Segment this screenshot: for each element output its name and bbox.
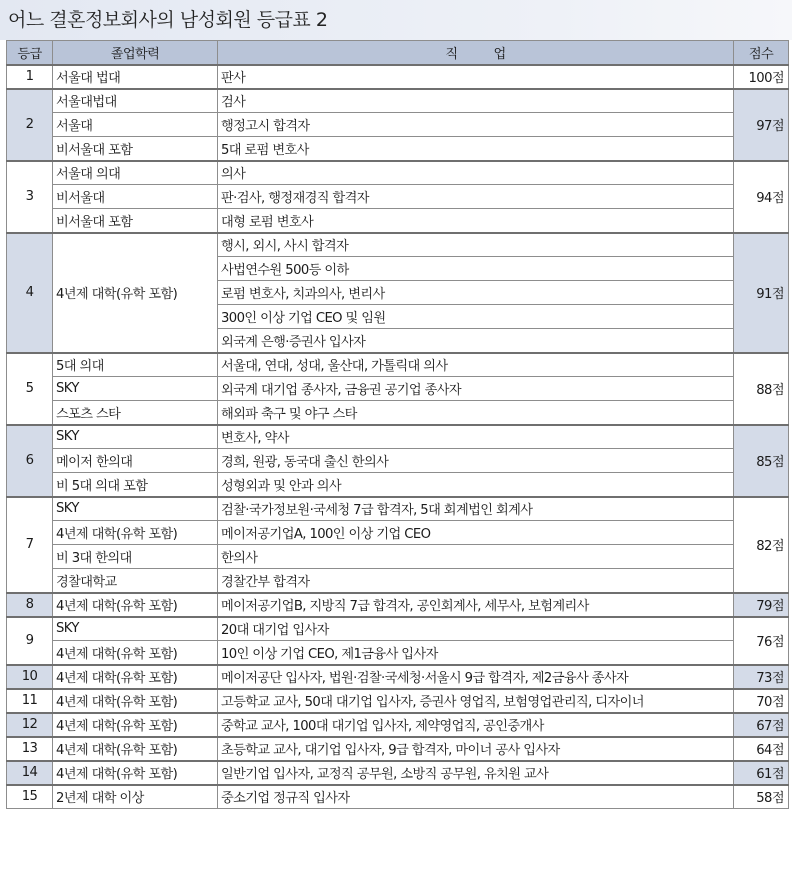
job-cell: 고등학교 교사, 50대 대기업 입사자, 증권사 영업직, 보험영업관리직, 디자이너 <box>218 689 734 713</box>
education-cell: 4년제 대학(유학 포함) <box>53 665 218 689</box>
table-row <box>7 641 789 665</box>
education-cell: SKY <box>53 425 218 449</box>
education-cell: 비 5대 의대 포함 <box>53 473 218 497</box>
education-cell: 4년제 대학(유학 포함) <box>53 689 218 713</box>
grade-cell: 11 <box>7 689 53 713</box>
header-education: 졸업학력 <box>53 41 218 65</box>
table-row <box>7 425 789 449</box>
job-cell: 메이저공단 입사자, 법원·검찰·국세청·서울시 9급 합격자, 제2금융사 종사자 <box>218 665 734 689</box>
header-grade: 등급 <box>7 41 53 65</box>
table-row <box>7 521 789 545</box>
education-cell: 4년제 대학(유학 포함) <box>53 593 218 617</box>
job-cell: 10인 이상 기업 CEO, 제1금융사 입사자 <box>218 641 734 665</box>
education-cell: 2년제 대학 이상 <box>53 785 218 809</box>
education-cell: 4년제 대학(유학 포함) <box>53 641 218 665</box>
grade-table <box>6 40 789 809</box>
table-row <box>7 689 789 713</box>
job-cell: 메이저공기업A, 100인 이상 기업 CEO <box>218 521 734 545</box>
education-cell: SKY <box>53 497 218 521</box>
job-cell: 행정고시 합격자 <box>218 113 734 137</box>
grade-cell: 10 <box>7 665 53 689</box>
job-cell: 메이저공기업B, 지방직 7급 합격자, 공인회계사, 세무사, 보험계리사 <box>218 593 734 617</box>
table-row <box>7 665 789 689</box>
table-row <box>7 353 789 377</box>
job-cell: 판사 <box>218 65 734 89</box>
grade-cell: 6 <box>7 425 53 497</box>
grade-cell: 9 <box>7 617 53 665</box>
grade-cell: 4 <box>7 233 53 353</box>
table-body <box>7 65 789 809</box>
job-cell: 경찰간부 합격자 <box>218 569 734 593</box>
job-cell: 검찰·국가정보원·국세청 7급 합격자, 5대 회계법인 회계사 <box>218 497 734 521</box>
table-row <box>7 137 789 161</box>
education-cell: 서울대 법대 <box>53 65 218 89</box>
job-cell: 일반기업 입사자, 교정직 공무원, 소방직 공무원, 유치원 교사 <box>218 761 734 785</box>
education-cell: 서울대 <box>53 113 218 137</box>
table-row <box>7 161 789 185</box>
job-cell: 중학교 교사, 100대 대기업 입사자, 제약영업직, 공인중개사 <box>218 713 734 737</box>
table-row <box>7 377 789 401</box>
header-job: 직 업 <box>218 41 734 65</box>
job-cell: 경희, 원광, 동국대 출신 한의사 <box>218 449 734 473</box>
grade-cell: 8 <box>7 593 53 617</box>
job-cell: 외국계 은행·증권사 입사자 <box>218 329 734 353</box>
score-cell: 76점 <box>734 617 789 665</box>
education-cell: 4년제 대학(유학 포함) <box>53 761 218 785</box>
table-row <box>7 473 789 497</box>
job-cell: 대형 로펌 변호사 <box>218 209 734 233</box>
job-cell: 외국계 대기업 종사자, 금융권 공기업 종사자 <box>218 377 734 401</box>
job-cell: 20대 대기업 입사자 <box>218 617 734 641</box>
education-cell: 비서울대 포함 <box>53 209 218 233</box>
table-row <box>7 401 789 425</box>
job-cell: 변호사, 약사 <box>218 425 734 449</box>
grade-cell: 1 <box>7 65 53 89</box>
job-cell: 검사 <box>218 89 734 113</box>
job-cell: 300인 이상 기업 CEO 및 임원 <box>218 305 734 329</box>
job-cell: 행시, 외시, 사시 합격자 <box>218 233 734 257</box>
score-cell: 88점 <box>734 353 789 425</box>
job-cell: 로펌 변호사, 치과의사, 변리사 <box>218 281 734 305</box>
education-cell: 4년제 대학(유학 포함) <box>53 233 218 353</box>
education-cell: 비서울대 포함 <box>53 137 218 161</box>
score-cell: 100점 <box>734 65 789 89</box>
education-cell: 4년제 대학(유학 포함) <box>53 713 218 737</box>
score-cell: 64점 <box>734 737 789 761</box>
education-cell: 서울대법대 <box>53 89 218 113</box>
grade-cell: 13 <box>7 737 53 761</box>
table-row <box>7 209 789 233</box>
job-cell: 5대 로펌 변호사 <box>218 137 734 161</box>
education-cell: 4년제 대학(유학 포함) <box>53 521 218 545</box>
table-row <box>7 233 789 257</box>
score-cell: 91점 <box>734 233 789 353</box>
job-cell: 서울대, 연대, 성대, 울산대, 가톨릭대 의사 <box>218 353 734 377</box>
grade-cell: 15 <box>7 785 53 809</box>
table-row <box>7 113 789 137</box>
job-cell: 한의사 <box>218 545 734 569</box>
table-row <box>7 65 789 89</box>
table-row <box>7 497 789 521</box>
table-row <box>7 185 789 209</box>
job-cell: 해외파 축구 및 야구 스타 <box>218 401 734 425</box>
score-cell: 85점 <box>734 425 789 497</box>
education-cell: SKY <box>53 617 218 641</box>
score-cell: 58점 <box>734 785 789 809</box>
table-row <box>7 617 789 641</box>
education-cell: 5대 의대 <box>53 353 218 377</box>
grade-cell: 7 <box>7 497 53 593</box>
score-cell: 73점 <box>734 665 789 689</box>
score-cell: 82점 <box>734 497 789 593</box>
education-cell: 비 3대 한의대 <box>53 545 218 569</box>
education-cell: 비서울대 <box>53 185 218 209</box>
header-score: 점수 <box>734 41 789 65</box>
table-row <box>7 785 789 809</box>
education-cell: SKY <box>53 377 218 401</box>
grade-cell: 12 <box>7 713 53 737</box>
score-cell: 94점 <box>734 161 789 233</box>
education-cell: 서울대 의대 <box>53 161 218 185</box>
table-row <box>7 569 789 593</box>
grade-cell: 3 <box>7 161 53 233</box>
table-row <box>7 713 789 737</box>
job-cell: 판·검사, 행정재경직 합격자 <box>218 185 734 209</box>
education-cell: 메이저 한의대 <box>53 449 218 473</box>
score-cell: 70점 <box>734 689 789 713</box>
education-cell: 4년제 대학(유학 포함) <box>53 737 218 761</box>
grade-cell: 5 <box>7 353 53 425</box>
table-row <box>7 737 789 761</box>
job-cell: 성형외과 및 안과 의사 <box>218 473 734 497</box>
score-cell: 79점 <box>734 593 789 617</box>
grade-cell: 2 <box>7 89 53 161</box>
education-cell: 스포츠 스타 <box>53 401 218 425</box>
job-cell: 사법연수원 500등 이하 <box>218 257 734 281</box>
score-cell: 67점 <box>734 713 789 737</box>
table-row <box>7 761 789 785</box>
table-header <box>7 41 789 65</box>
table-row <box>7 449 789 473</box>
job-cell: 중소기업 정규직 입사자 <box>218 785 734 809</box>
table-row <box>7 89 789 113</box>
grade-cell: 14 <box>7 761 53 785</box>
score-cell: 61점 <box>734 761 789 785</box>
page-title: 어느 결혼정보회사의 남성회원 등급표 2 <box>0 0 792 40</box>
table-row <box>7 593 789 617</box>
table-row <box>7 545 789 569</box>
job-cell: 초등학교 교사, 대기업 입사자, 9급 합격자, 마이너 공사 입사자 <box>218 737 734 761</box>
score-cell: 97점 <box>734 89 789 161</box>
job-cell: 의사 <box>218 161 734 185</box>
education-cell: 경찰대학교 <box>53 569 218 593</box>
